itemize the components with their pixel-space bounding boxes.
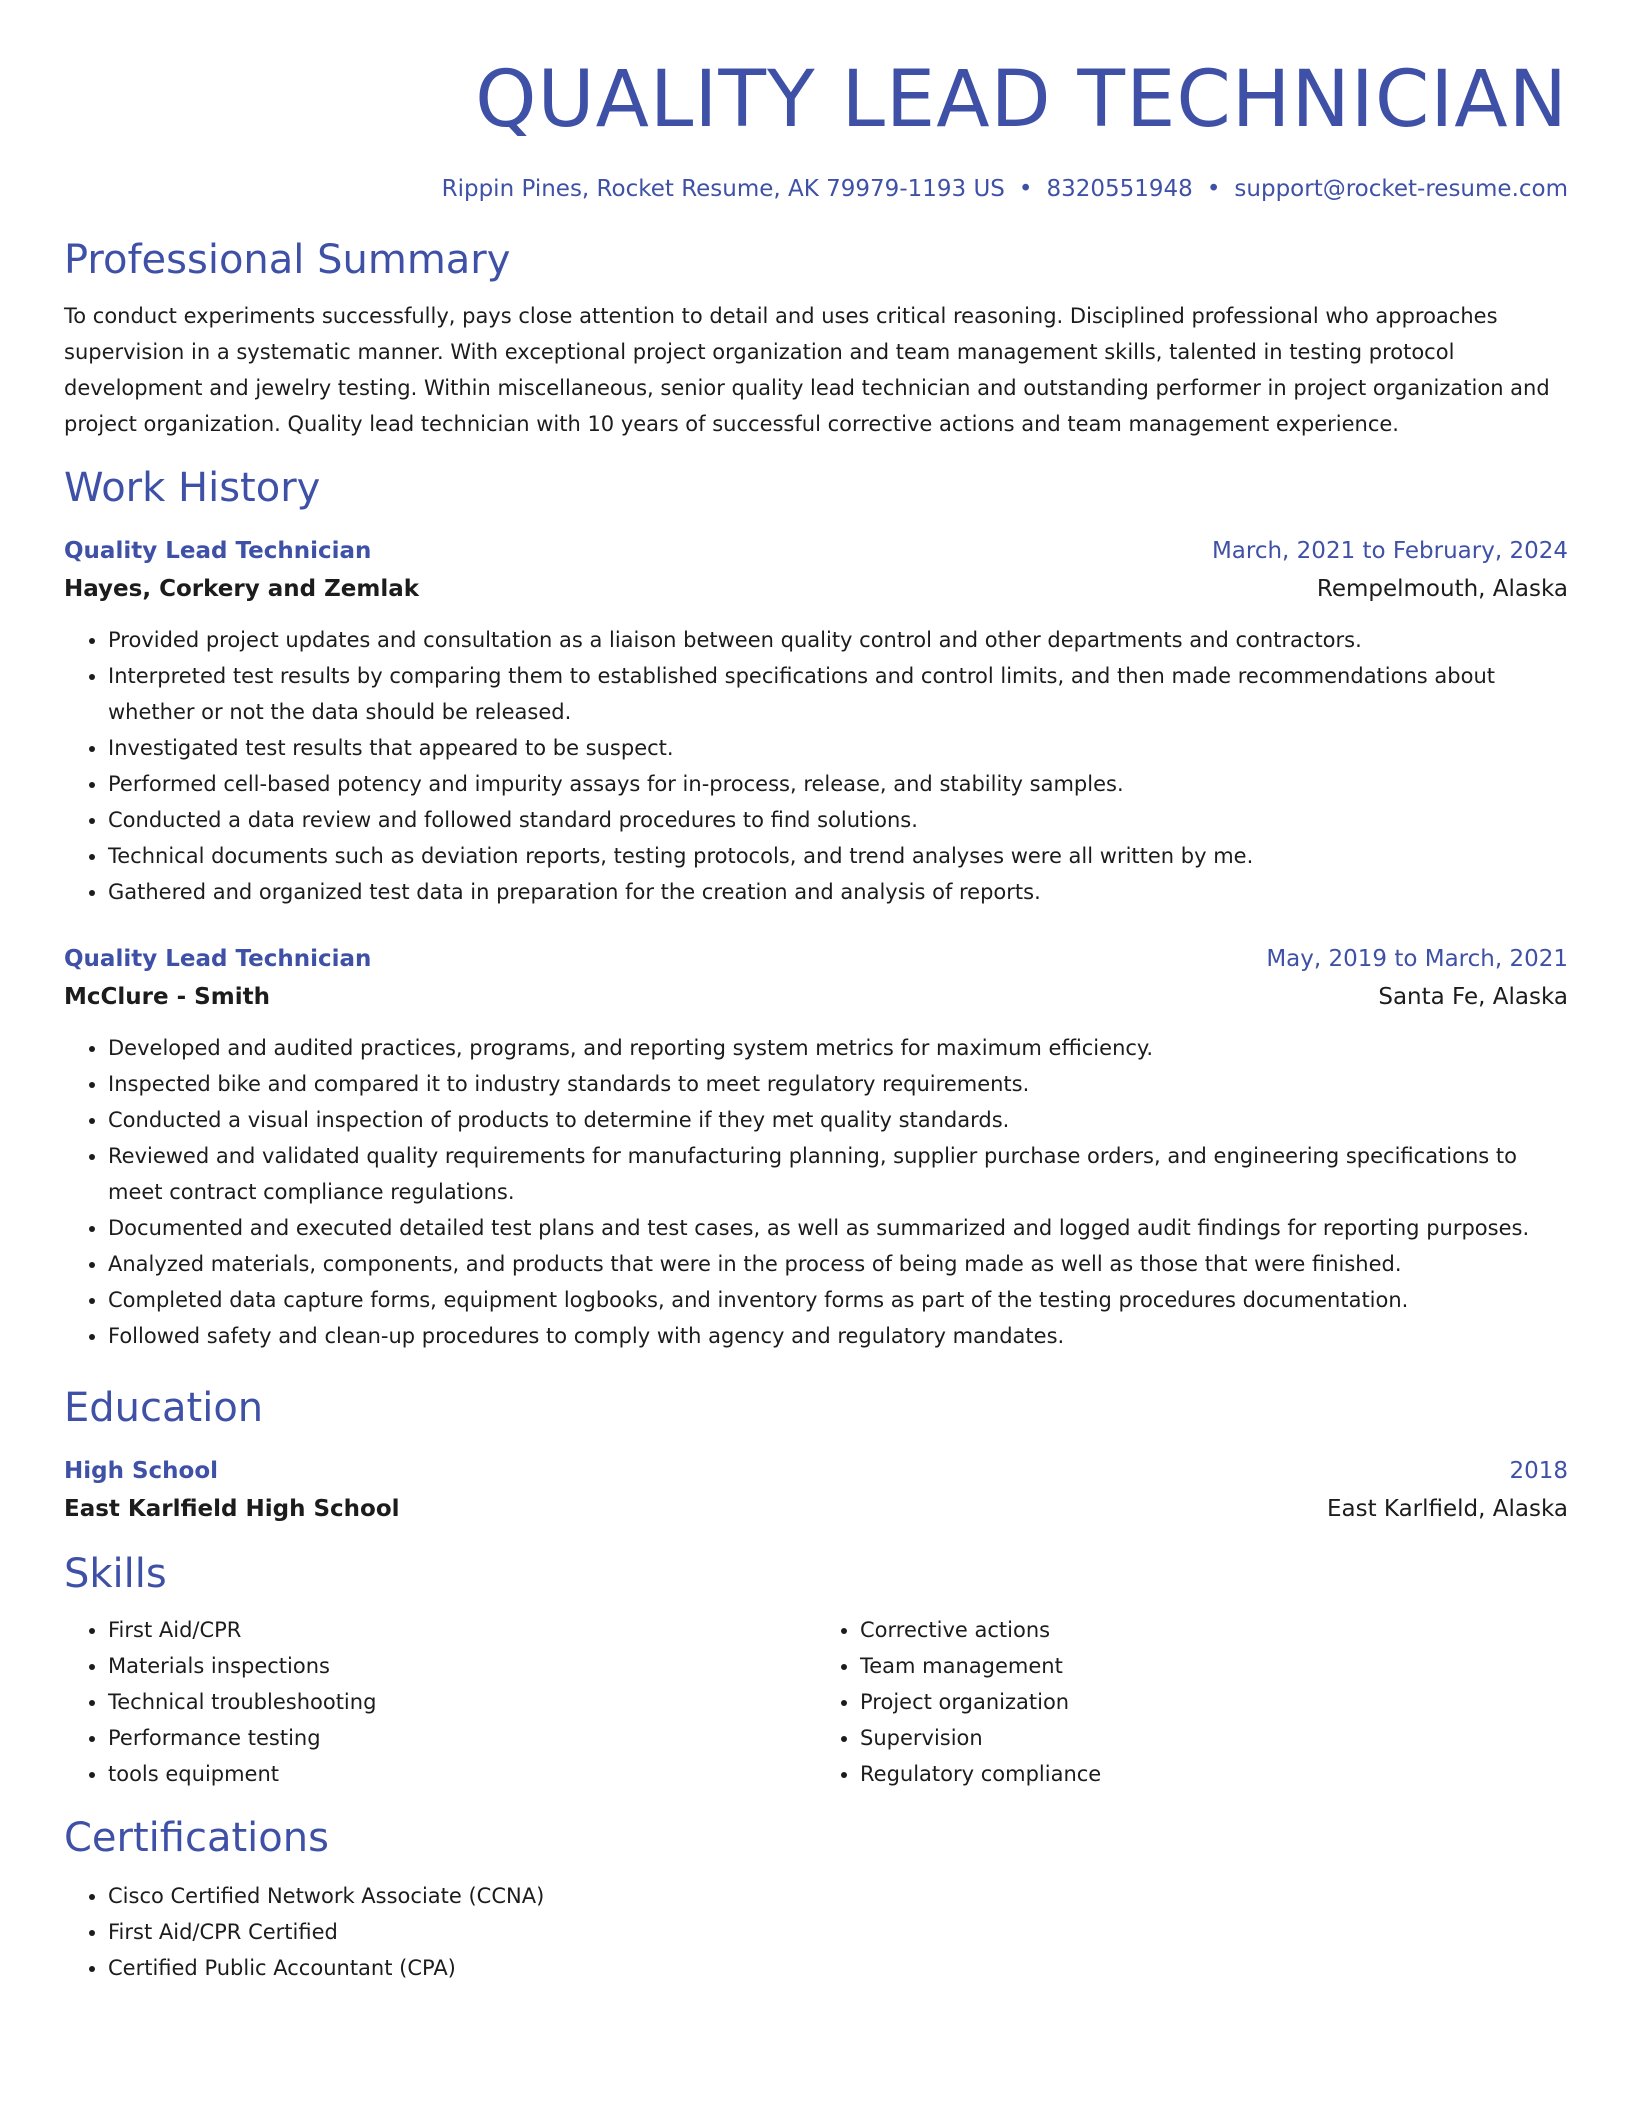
contact-address: Rippin Pines, Rocket Resume, AK 79979-1193 US: [441, 176, 1005, 202]
skills-list-left: [64, 1612, 816, 1792]
job-bullet-list: [64, 1030, 1568, 1354]
certifications-section: [64, 1812, 1568, 1986]
job-entry: [64, 940, 1568, 1354]
certifications-heading: Certifications: [64, 1815, 329, 1861]
job-entry: [64, 532, 1568, 910]
job-bullet: • Inspected bike and compared it to industry standards to meet regulatory requirements.: [108, 1066, 1568, 1102]
job-dates: March, 2021 to February, 2024: [1211, 538, 1568, 564]
job-bullet: • Provided project updates and consultation as a liaison between quality control and other departments and contractors.: [108, 622, 1568, 658]
skill-item: • tools equipment: [108, 1756, 816, 1792]
job-bullet: • Followed safety and clean-up procedures to comply with agency and regulatory mandates.: [108, 1318, 1568, 1354]
job-bullet-list: [64, 622, 1568, 910]
resume-header: [64, 50, 1568, 204]
education-section: [64, 1382, 1568, 1528]
contact-separator: •: [1018, 176, 1033, 202]
job-title: Quality Lead Technician: [64, 946, 372, 972]
skill-item: • Technical troubleshooting: [108, 1684, 816, 1720]
skills-heading: Skills: [64, 1551, 167, 1597]
job-location: Santa Fe, Alaska: [1378, 984, 1568, 1010]
skills-grid: [64, 1612, 1568, 1792]
job-location: Rempelmouth, Alaska: [1316, 576, 1568, 602]
education-school: East Karlfield High School: [64, 1496, 400, 1522]
skill-item: • Performance testing: [108, 1720, 816, 1756]
education-year: 2018: [1509, 1458, 1568, 1484]
education-location: East Karlfield, Alaska: [1326, 1496, 1568, 1522]
job-bullet: • Analyzed materials, components, and products that were in the process of being made as well as those that were finished.: [108, 1246, 1568, 1282]
certifications-list: [64, 1878, 1568, 1986]
skills-section: [64, 1548, 1568, 1792]
skill-item: • Materials inspections: [108, 1648, 816, 1684]
work-history-heading: Work History: [64, 465, 321, 511]
job-bullet: • Technical documents such as deviation reports, testing protocols, and trend analyses were all written by me.: [108, 838, 1568, 874]
contact-phone[interactable]: 8320551948: [1046, 176, 1193, 202]
job-bullet: • Investigated test results that appeared to be suspect.: [108, 730, 1568, 766]
skill-item: • Corrective actions: [860, 1612, 1568, 1648]
job-bullet: • Performed cell-based potency and impurity assays for in-process, release, and stability samples.: [108, 766, 1568, 802]
summary-heading: Professional Summary: [64, 237, 511, 283]
job-bullet: • Interpreted test results by comparing them to established specifications and control limits, and then made recommendations about whether or not the data should be released.: [108, 658, 1568, 730]
job-dates: May, 2019 to March, 2021: [1266, 946, 1568, 972]
job-bullet: • Conducted a data review and followed standard procedures to find solutions.: [108, 802, 1568, 838]
summary-section: [64, 234, 1568, 442]
job-bullet: • Completed data capture forms, equipment logbooks, and inventory forms as part of the testing procedures documentation.: [108, 1282, 1568, 1318]
job-bullet: • Developed and audited practices, programs, and reporting system metrics for maximum efficiency.: [108, 1030, 1568, 1066]
job-bullet: • Documented and executed detailed test plans and test cases, as well as summarized and logged audit findings for reporting purposes.: [108, 1210, 1568, 1246]
certification-item: • First Aid/CPR Certified: [108, 1914, 1568, 1950]
contact-line: [64, 174, 1568, 204]
skill-item: • First Aid/CPR: [108, 1612, 816, 1648]
skill-item: • Team management: [860, 1648, 1568, 1684]
skill-item: • Supervision: [860, 1720, 1568, 1756]
work-history-section: [64, 462, 1568, 1354]
skill-item: • Project organization: [860, 1684, 1568, 1720]
certification-item: • Cisco Certified Network Associate (CCNA): [108, 1878, 1568, 1914]
job-company: McClure - Smith: [64, 984, 270, 1010]
job-bullet: • Conducted a visual inspection of products to determine if they met quality standards.: [108, 1102, 1568, 1138]
job-title: Quality Lead Technician: [64, 538, 372, 564]
certification-item: • Certified Public Accountant (CPA): [108, 1950, 1568, 1986]
skill-item: • Regulatory compliance: [860, 1756, 1568, 1792]
job-company: Hayes, Corkery and Zemlak: [64, 576, 420, 602]
job-bullet: • Reviewed and validated quality requirements for manufacturing planning, supplier purchase orders, and engineering specifications to meet contract compliance regulations.: [108, 1138, 1568, 1210]
contact-email[interactable]: support@rocket-resume.com: [1234, 176, 1568, 202]
contact-separator: •: [1206, 176, 1221, 202]
education-degree: High School: [64, 1458, 219, 1484]
job-bullet: • Gathered and organized test data in preparation for the creation and analysis of reports.: [108, 874, 1568, 910]
candidate-name: QUALITY LEAD TECHNICIAN: [475, 55, 1568, 145]
education-heading: Education: [64, 1385, 264, 1431]
skills-list-right: [816, 1612, 1568, 1792]
summary-text: To conduct experiments successfully, pays close attention to detail and uses critical reasoning. Disciplined professional who approaches supervision in a systematic manner. With exceptional project organization and team management skills, talented in testing protocol development and jewelry testing. Within miscellaneous, senior quality lead technician and outstanding performer in project organization and project organization. Quality lead technician with 10 years of successful corrective actions and team management experience.: [64, 304, 1550, 436]
education-entry: [64, 1452, 1568, 1528]
